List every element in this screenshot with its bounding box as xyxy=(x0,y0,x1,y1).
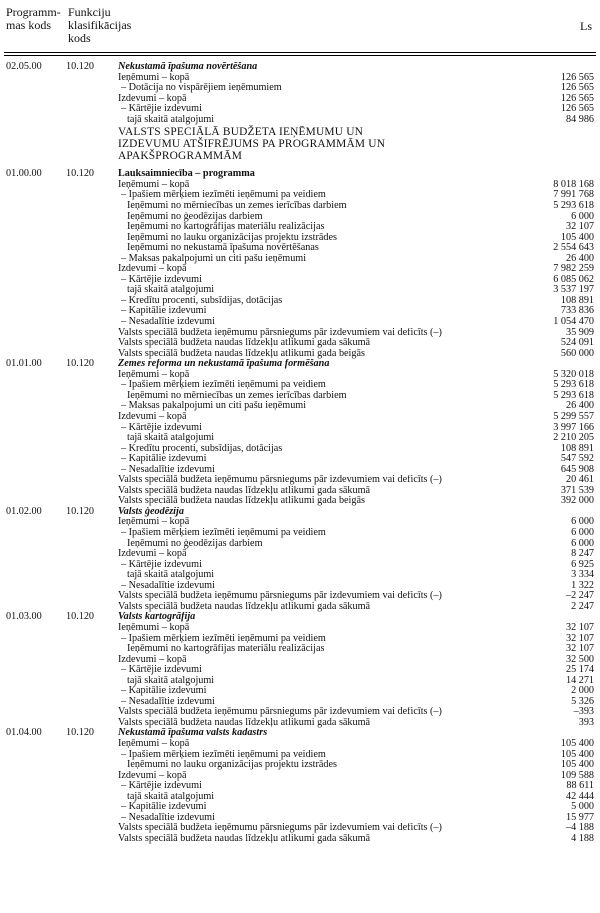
row-label: – Īpašiem mērķiem iezīmēti ieņēmumi pa veidiem xyxy=(121,633,326,644)
table-row xyxy=(0,254,600,265)
column-header-function-line: klasifikācijas xyxy=(68,18,132,32)
section-title: Zemes reforma un nekustamā īpašuma formēšana xyxy=(118,359,330,370)
amount-value: 105 400 xyxy=(560,759,594,771)
table-row xyxy=(0,243,600,254)
special-budget-caption-line: APAKŠPROGRAMMĀM xyxy=(118,150,243,163)
row-label: Valsts speciālā budžeta ieņēmumu pārsniegums pār izdevumiem vai deficīts (–) xyxy=(118,823,442,834)
amount-value: 371 539 xyxy=(560,484,594,496)
table-row xyxy=(0,391,600,402)
row-label: Izdevumi – kopā xyxy=(118,549,187,560)
table-row xyxy=(0,222,600,233)
amount-value: 4 188 xyxy=(571,832,594,844)
row-label: Valsts speciālā budžeta ieņēmumu pārsniegums pār izdevumiem vai deficīts (–) xyxy=(118,591,442,602)
table-row xyxy=(0,739,600,750)
table-row xyxy=(0,380,600,391)
row-label: Izdevumi – kopā xyxy=(118,411,187,422)
row-label: – Kredītu procenti, subsīdijas, dotācijas xyxy=(121,295,283,306)
table-row xyxy=(0,823,600,834)
table-row xyxy=(0,233,600,244)
column-header-function-line: Funkciju xyxy=(68,5,111,19)
row-label: Ieņēmumi – kopā xyxy=(118,739,190,749)
amount-value: –2 247 xyxy=(565,590,594,602)
amount-value: 32 107 xyxy=(565,221,594,233)
section-title-row xyxy=(0,169,600,180)
row-label: – Kapitālie izdevumi xyxy=(121,454,207,465)
amount-value: 6 000 xyxy=(571,537,594,549)
amount-value: 524 091 xyxy=(560,337,594,349)
table-row xyxy=(0,328,600,339)
row-label: – Īpašiem mērķiem iezīmēti ieņēmumi pa veidiem xyxy=(121,528,326,538)
row-label: – Kārtējie izdevumi xyxy=(121,559,202,570)
row-label: – Kārtējie izdevumi xyxy=(121,274,202,285)
row-label: – Nesadalītie izdevumi xyxy=(121,812,215,823)
amount-value: 26 400 xyxy=(565,400,594,412)
table-row xyxy=(0,115,600,126)
table-row xyxy=(0,444,600,455)
section-title-row xyxy=(0,507,600,518)
row-label: – Nesadalītie izdevumi xyxy=(121,696,215,707)
table-row xyxy=(0,570,600,581)
section-title: Valsts ģeodēzija xyxy=(118,506,184,517)
row-label: Valsts speciālā budžeta naudas līdzekļu atlikumi gada beigās xyxy=(118,348,365,359)
table-row xyxy=(0,433,600,444)
row-label: Valsts speciālā budžeta naudas līdzekļu atlikumi gada sākumā xyxy=(118,833,371,844)
table-row xyxy=(0,634,600,645)
column-header-amount: Ls xyxy=(580,19,592,33)
row-label: Izdevumi – kopā xyxy=(118,654,187,665)
amount-value: 393 xyxy=(578,716,594,728)
table-row xyxy=(0,528,600,539)
section-title-row xyxy=(0,359,600,370)
function-code: 10.120 xyxy=(66,61,95,72)
table-row xyxy=(0,750,600,761)
amount-value: 3 334 xyxy=(571,569,594,581)
amount-value: 1 054 470 xyxy=(553,316,594,327)
table-row xyxy=(0,655,600,666)
table-row xyxy=(0,475,600,486)
amount-value: 2 210 205 xyxy=(553,432,594,444)
table-row xyxy=(0,581,600,592)
table-row xyxy=(0,792,600,803)
row-label: Ieņēmumi no lauku organizācijas projektu izstrādes xyxy=(127,760,338,771)
row-label: – Kapitālie izdevumi xyxy=(121,802,207,813)
amount-value: 5 293 618 xyxy=(553,389,594,401)
column-header-function xyxy=(68,6,131,45)
column-header-program-line: Programm- xyxy=(6,5,61,19)
table-row xyxy=(0,549,600,560)
function-code: 10.120 xyxy=(66,611,95,623)
row-label: Ieņēmumi – kopā xyxy=(118,369,190,380)
row-label: – Nesadalītie izdevumi xyxy=(121,580,215,591)
amount-value: 7 991 768 xyxy=(553,189,594,201)
table-row xyxy=(0,539,600,550)
row-label: Ieņēmumi – kopā xyxy=(118,517,190,528)
amount-value: 645 908 xyxy=(560,463,594,475)
row-label: tajā skaitā atalgojumi xyxy=(127,285,215,296)
special-budget-caption-line: VALSTS SPECIĀLĀ BUDŽETA IEŅĒMUMU UN xyxy=(118,126,364,139)
amount-value: 1 322 xyxy=(571,579,594,591)
table-row xyxy=(0,338,600,349)
amount-value: 6 000 xyxy=(571,210,594,222)
program-code: 01.04.00 xyxy=(6,727,42,739)
amount-value: 32 107 xyxy=(565,621,594,633)
table-row xyxy=(0,465,600,476)
amount-value: 8 018 168 xyxy=(553,178,594,190)
row-label: – Kapitālie izdevumi xyxy=(121,306,207,317)
table-row xyxy=(0,190,600,201)
row-label: – Maksas pakalpojumi un citi pašu ieņēmumi xyxy=(121,253,307,264)
row-label: tajā skaitā atalgojumi xyxy=(127,433,215,444)
row-label: tajā skaitā atalgojumi xyxy=(127,675,215,686)
amount-value: 5 293 618 xyxy=(553,199,594,211)
row-label: Izdevumi – kopā xyxy=(118,770,187,781)
row-label: Valsts speciālā budžeta ieņēmumu pārsniegums pār izdevumiem vai deficīts (–) xyxy=(118,327,442,338)
table-row xyxy=(0,285,600,296)
table-row xyxy=(0,665,600,676)
amount-value: 84 986 xyxy=(565,113,594,125)
section-title: Nekustamā īpašuma valsts kadastrs xyxy=(118,728,268,739)
table-row xyxy=(0,83,600,94)
row-label: Valsts speciālā budžeta naudas līdzekļu atlikumi gada beigās xyxy=(118,496,365,507)
table-row xyxy=(0,623,600,634)
table-row xyxy=(0,676,600,687)
row-label: – Nesadalītie izdevumi xyxy=(121,317,215,327)
row-label: Ieņēmumi – kopā xyxy=(118,72,190,83)
table-row xyxy=(0,73,600,84)
row-label: – Īpašiem mērķiem iezīmēti ieņēmumi pa veidiem xyxy=(121,380,326,391)
section-title: Nekustamā īpašuma novērtēšana xyxy=(118,62,258,72)
table-row xyxy=(0,317,600,328)
section-title-row xyxy=(0,728,600,739)
table-row xyxy=(0,296,600,307)
row-label: Valsts speciālā budžeta naudas līdzekļu atlikumi gada sākumā xyxy=(118,601,371,612)
amount-value: 126 565 xyxy=(560,82,594,94)
amount-value: 5 000 xyxy=(571,801,594,813)
table-row xyxy=(0,591,600,602)
function-code: 10.120 xyxy=(66,505,95,517)
special-budget-caption-line: IZDEVUMU ATŠIFRĒJUMS PA PROGRAMMĀM UN xyxy=(118,138,386,151)
amount-value: 109 588 xyxy=(560,769,594,781)
amount-value: 105 400 xyxy=(560,231,594,243)
function-code: 10.120 xyxy=(66,168,95,180)
header-bottom-rule xyxy=(4,55,596,56)
amount-value: 2 554 643 xyxy=(553,242,594,254)
table-row xyxy=(0,760,600,771)
amount-value: 392 000 xyxy=(560,495,594,507)
row-label: – Kapitālie izdevumi xyxy=(121,686,207,697)
row-label: Valsts speciālā budžeta naudas līdzekļu atlikumi gada sākumā xyxy=(118,485,371,496)
table-row xyxy=(0,697,600,708)
row-label: Ieņēmumi no ģeodēzijas darbiem xyxy=(127,538,263,549)
row-label: Ieņēmumi no lauku organizācijas projektu izstrādes xyxy=(127,232,338,243)
column-header-program xyxy=(6,6,61,32)
table-row xyxy=(0,834,600,845)
row-label: Valsts speciālā budžeta naudas līdzekļu atlikumi gada sākumā xyxy=(118,338,371,349)
amount-value: 5 299 557 xyxy=(553,410,594,422)
program-code: 01.03.00 xyxy=(6,611,42,623)
table-row xyxy=(0,306,600,317)
amount-value: 108 891 xyxy=(560,294,594,306)
amount-value: 5 293 618 xyxy=(553,379,594,391)
amount-value: 32 107 xyxy=(565,643,594,655)
section-title-row xyxy=(0,62,600,73)
amount-value: 6 000 xyxy=(571,516,594,528)
column-header-function-line: kods xyxy=(68,31,91,45)
amount-value: 32 500 xyxy=(565,653,594,665)
special-budget-caption xyxy=(118,126,385,162)
row-label: Ieņēmumi no kartogrāfijas materiālu realizācijas xyxy=(127,644,325,655)
amount-value: 32 107 xyxy=(565,632,594,644)
amount-value: 126 565 xyxy=(560,71,594,83)
amount-value: 108 891 xyxy=(560,442,594,454)
amount-value: 25 174 xyxy=(565,664,594,676)
table-row xyxy=(0,201,600,212)
amount-value: 126 565 xyxy=(560,103,594,115)
amount-value: –393 xyxy=(573,706,594,718)
function-code: 10.120 xyxy=(66,727,95,739)
header-top-rule xyxy=(4,52,596,53)
amount-value: 2 247 xyxy=(571,600,594,612)
row-label: – Dotācija no vispārējiem ieņēmumiem xyxy=(121,83,282,94)
amount-value: 8 247 xyxy=(571,548,594,560)
row-label: Ieņēmumi no mērniecības un zemes ierīcības darbiem xyxy=(127,200,347,211)
amount-value: 6 925 xyxy=(571,558,594,570)
row-label: tajā skaitā atalgojumi xyxy=(127,791,215,802)
row-label: Ieņēmumi – kopā xyxy=(118,622,190,633)
amount-value: 560 000 xyxy=(560,347,594,359)
row-label: Ieņēmumi no ģeodēzijas darbiem xyxy=(127,211,263,222)
amount-value: 2 000 xyxy=(571,685,594,697)
table-row xyxy=(0,517,600,528)
amount-value: 547 592 xyxy=(560,453,594,465)
amount-value: 126 565 xyxy=(560,92,594,104)
section-title: Valsts kartogrāfija xyxy=(118,612,196,623)
table-row xyxy=(0,813,600,824)
section-title-row xyxy=(0,612,600,623)
row-label: Valsts speciālā budžeta naudas līdzekļu atlikumi gada sākumā xyxy=(118,717,371,728)
row-label: Ieņēmumi – kopā xyxy=(118,179,190,190)
row-label: Izdevumi – kopā xyxy=(118,264,187,275)
row-label: – Kārtējie izdevumi xyxy=(121,104,202,115)
row-label: – Maksas pakalpojumi un citi pašu ieņēmumi xyxy=(121,401,307,412)
table-row xyxy=(0,423,600,434)
amount-value: 105 400 xyxy=(560,738,594,749)
amount-value: 3 997 166 xyxy=(553,421,594,433)
row-label: – Kārtējie izdevumi xyxy=(121,422,202,433)
section-title: Lauksaimniecība – programma xyxy=(118,169,255,180)
amount-value: 6 085 062 xyxy=(553,273,594,285)
row-label: – Kredītu procenti, subsīdijas, dotācijas xyxy=(121,443,283,454)
table-row xyxy=(0,264,600,275)
program-code: 02.05.00 xyxy=(6,61,42,72)
table-row xyxy=(0,454,600,465)
row-label: – Īpašiem mērķiem iezīmēti ieņēmumi pa veidiem xyxy=(121,190,326,201)
amount-value: 6 000 xyxy=(571,527,594,538)
table-row xyxy=(0,94,600,105)
table-row xyxy=(0,104,600,115)
amount-value: 42 444 xyxy=(565,790,594,802)
amount-value: 20 461 xyxy=(565,474,594,486)
program-code: 01.00.00 xyxy=(6,168,42,180)
table-row xyxy=(0,560,600,571)
amount-value: –4 188 xyxy=(565,822,594,834)
function-code: 10.120 xyxy=(66,358,95,370)
row-label: tajā skaitā atalgojumi xyxy=(127,114,215,125)
amount-value: 35 909 xyxy=(565,326,594,338)
amount-value: 88 611 xyxy=(566,780,594,792)
row-label: – Nesadalītie izdevumi xyxy=(121,464,215,475)
amount-value: 105 400 xyxy=(560,748,594,760)
amount-value: 7 982 259 xyxy=(553,263,594,275)
table-row xyxy=(0,412,600,423)
table-row xyxy=(0,686,600,697)
table-row xyxy=(0,707,600,718)
row-label: Ieņēmumi no kartogrāfijas materiālu realizācijas xyxy=(127,222,325,233)
program-code: 01.01.00 xyxy=(6,358,42,370)
row-label: tajā skaitā atalgojumi xyxy=(127,570,215,581)
table-row xyxy=(0,370,600,381)
column-header-program-line: mas kods xyxy=(6,18,51,32)
row-label: – Kārtējie izdevumi xyxy=(121,665,202,676)
row-label: Valsts speciālā budžeta ieņēmumu pārsniegums pār izdevumiem vai deficīts (–) xyxy=(118,707,442,718)
row-label: Izdevumi – kopā xyxy=(118,93,187,104)
amount-value: 5 326 xyxy=(571,695,594,707)
table-row xyxy=(0,771,600,782)
table-row xyxy=(0,781,600,792)
table-row xyxy=(0,212,600,223)
amount-value: 3 537 197 xyxy=(553,284,594,296)
row-label: Ieņēmumi no nekustamā īpašuma novērtēšanas xyxy=(127,243,319,254)
row-label: Ieņēmumi no mērniecības un zemes ierīcības darbiem xyxy=(127,390,347,401)
amount-value: 15 977 xyxy=(565,811,594,823)
table-row xyxy=(0,802,600,813)
table-row xyxy=(0,401,600,412)
row-label: – Kārtējie izdevumi xyxy=(121,781,202,792)
amount-value: 26 400 xyxy=(565,252,594,264)
row-label: Valsts speciālā budžeta ieņēmumu pārsniegums pār izdevumiem vai deficīts (–) xyxy=(118,475,442,486)
table-row xyxy=(0,180,600,191)
row-label: – Īpašiem mērķiem iezīmēti ieņēmumi pa veidiem xyxy=(121,749,326,760)
amount-value: 5 320 018 xyxy=(553,368,594,380)
table-row xyxy=(0,644,600,655)
amount-value: 733 836 xyxy=(560,305,594,317)
amount-value: 14 271 xyxy=(565,674,594,686)
table-row xyxy=(0,275,600,286)
table-row xyxy=(0,486,600,497)
program-code: 01.02.00 xyxy=(6,505,42,517)
